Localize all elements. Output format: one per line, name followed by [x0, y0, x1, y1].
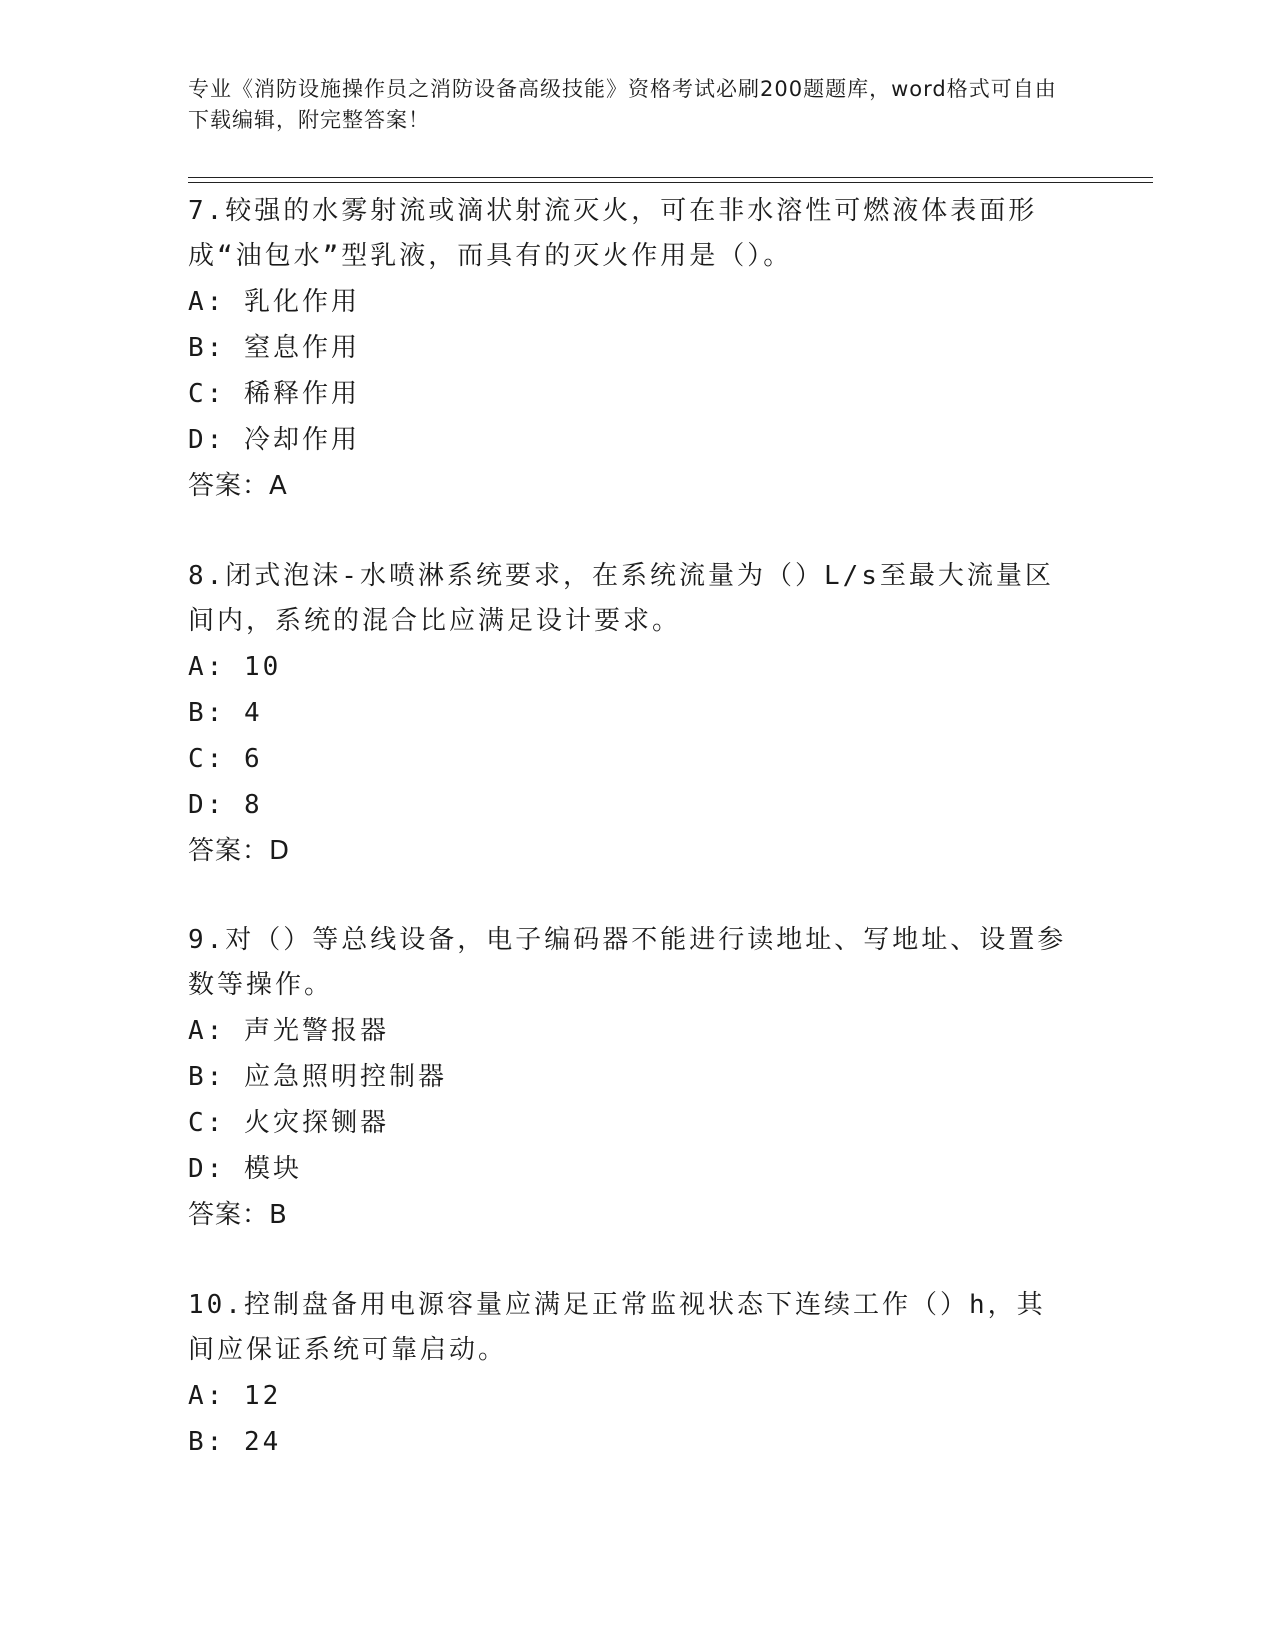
header-divider-bottom	[188, 182, 1153, 183]
answer: 答案：B	[188, 1200, 288, 1230]
option-c: C: 6	[188, 744, 263, 774]
question-10	[188, 1283, 1068, 1465]
option-c: C: 稀释作用	[188, 379, 360, 409]
question-7	[188, 189, 1068, 509]
option-d: D: 8	[188, 790, 263, 820]
option-b: B: 4	[188, 698, 263, 728]
option-d: D: 冷却作用	[188, 425, 360, 455]
question-9	[188, 918, 1068, 1238]
option-a: A: 10	[188, 652, 282, 682]
option-b: B: 应急照明控制器	[188, 1062, 447, 1092]
question-stem: 7.较强的水雾射流或滴状射流灭火，可在非水溶性可燃液体表面形成“油包水”型乳液，而具有的灭火作用是（）。	[188, 196, 1038, 271]
option-b: B: 24	[188, 1427, 282, 1457]
question-stem: 10.控制盘备用电源容量应满足正常监视状态下连续工作（）h，其间应保证系统可靠启动。	[188, 1290, 1046, 1365]
option-a: A: 声光警报器	[188, 1016, 389, 1046]
option-d: D: 模块	[188, 1154, 302, 1184]
option-a: A: 乳化作用	[188, 287, 360, 317]
answer: 答案：D	[188, 836, 291, 866]
question-stem: 8.闭式泡沫-水喷淋系统要求，在系统流量为（）L/s至最大流量区间内，系统的混合比应满足设计要求。	[188, 561, 1054, 636]
option-c: C: 火灾探铡器	[188, 1108, 389, 1138]
question-stem: 9.对（）等总线设备，电子编码器不能进行读地址、写地址、设置参数等操作。	[188, 925, 1067, 1000]
header-divider-top	[188, 177, 1153, 178]
document-header: 专业《消防设施操作员之消防设备高级技能》资格考试必刷200题题库，word格式可自由下载编辑，附完整答案！	[188, 77, 1057, 132]
answer: 答案：A	[188, 471, 288, 501]
question-8	[188, 554, 1068, 874]
option-b: B: 窒息作用	[188, 333, 360, 363]
option-a: A: 12	[188, 1381, 282, 1411]
